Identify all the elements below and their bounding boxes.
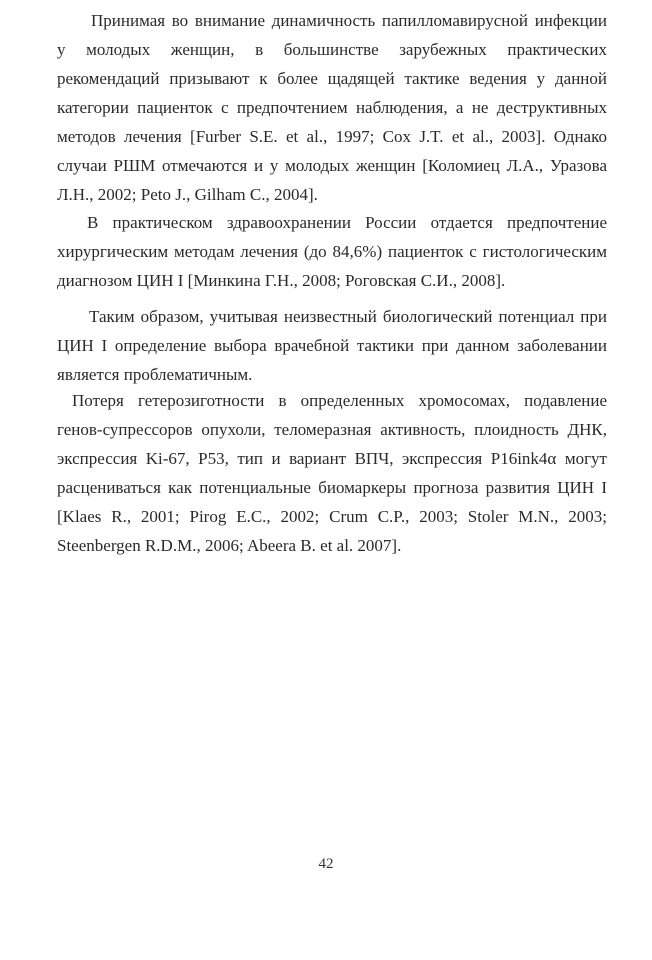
page-number: 42 xyxy=(318,856,334,872)
paragraph-russia-surgery: В практическом здравоохранении России отдается предпочтение хирургическим методам лечения (до 84,6%) пациенток с гистологическим диагнозом ЦИН I [Минкина Г.Н., 2008; Роговская С.И., 2008]. xyxy=(57,213,607,290)
paragraph-hpv-tactics: Принимая во внимание динамичность папилломавирусной инфекции у молодых женщин, в большинстве зарубежных практических рекомендаций призывают к более щадящей тактике ведения у данной категории пациенток с предпочтением наблюдения, а не деструктивных методов лечения [Furber S.E. et al., 1997; Cox J.T. et al., 2003]. Однако случаи РШМ отмечаются и у молодых женщин [Коломиец Л.А., Уразова Л.Н., 2002; Peto J., Gilham C., 2004]. xyxy=(57,11,607,204)
paragraph-cin-conclusion: Таким образом, учитывая неизвестный биологический потенциал при ЦИН I определение выбора врачебной тактики при данном заболевании является проблематичным. xyxy=(57,307,607,384)
paragraph-biomarkers: Потеря гетерозиготности в определенных хромосомах, подавление генов-супрессоров опухоли, теломеразная активность, плоидность ДНК, экспрессия Ki-67, P53, тип и вариант ВПЧ, экспрессия P16ink4α могут расцениваться как потенциальные биомаркеры прогноза развития ЦИН I [Klaes R., 2001; Pirog E.C., 2002; Crum C.P., 2003; Stoler M.N., 2003; Steenbergen R.D.M., 2006; Abeera B. et al. 2007]. xyxy=(57,391,607,555)
